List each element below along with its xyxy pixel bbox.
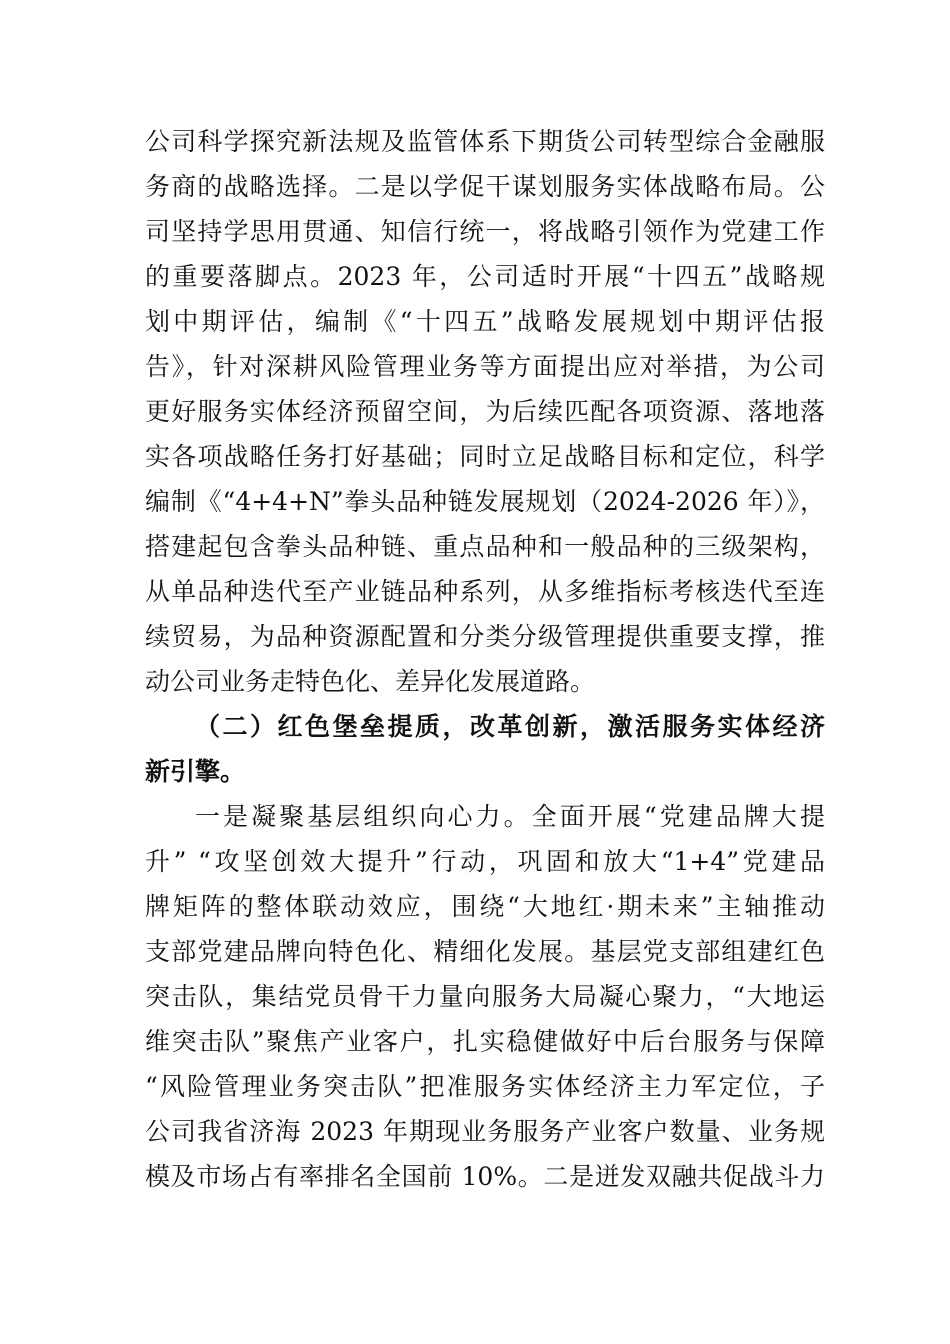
- text-line: 续贸易，为品种资源配置和分类分级管理提供重要支撑，推: [145, 622, 825, 651]
- text-line: 维突击队”聚焦产业客户，扎实稳健做好中后台服务与保障: [145, 1027, 825, 1056]
- text-line: 牌矩阵的整体联动效应，围绕“大地红·期未来”主轴推动: [145, 892, 825, 921]
- text-line: 编制《“4+4+N”拳头品种链发展规划（2024-2026 年）》，: [145, 487, 825, 516]
- heading-line: （二）红色堡垒提质，改革创新，激活服务实体经济: [195, 712, 825, 741]
- text-line: 告》，针对深耕风险管理业务等方面提出应对举措，为公司: [145, 352, 825, 381]
- text-line: 司坚持学思用贯通、知信行统一，将战略引领作为党建工作: [145, 217, 825, 246]
- text-line: 动公司业务走特色化、差异化发展道路。: [145, 667, 596, 696]
- text-line: 实各项战略任务打好基础；同时立足战略目标和定位，科学: [145, 442, 825, 471]
- text-line: 升” “攻坚创效大提升”行动，巩固和放大“1+4”党建品: [145, 847, 825, 876]
- text-line: 一是凝聚基层组织向心力。全面开展“党建品牌大提: [195, 802, 825, 831]
- text-line: 支部党建品牌向特色化、精细化发展。基层党支部组建红色: [145, 937, 825, 966]
- text-line: “风险管理业务突击队”把准服务实体经济主力军定位，子: [145, 1072, 825, 1101]
- text-line: 突击队，集结党员骨干力量向服务大局凝心聚力，“大地运: [145, 982, 825, 1011]
- text-line: 的重要落脚点。2023 年，公司适时开展“十四五”战略规: [145, 262, 825, 291]
- heading-line: 新引擎。: [145, 757, 246, 786]
- text-line: 从单品种迭代至产业链品种系列，从多维指标考核迭代至连: [145, 577, 825, 606]
- text-line: 公司我省济海 2023 年期现业务服务产业客户数量、业务规: [145, 1117, 825, 1146]
- text-line: 搭建起包含拳头品种链、重点品种和一般品种的三级架构，: [145, 532, 825, 561]
- text-line: 模及市场占有率排名全国前 10%。二是迸发双融共促战斗力: [145, 1162, 825, 1191]
- text-line: 公司科学探究新法规及监管体系下期货公司转型综合金融服: [145, 127, 825, 156]
- text-line: 划中期评估，编制《“十四五”战略发展规划中期评估报: [145, 307, 825, 336]
- text-line: 更好服务实体经济预留空间，为后续匹配各项资源、落地落: [145, 397, 825, 426]
- text-line: 务商的战略选择。二是以学促干谋划服务实体战略布局。公: [145, 172, 825, 201]
